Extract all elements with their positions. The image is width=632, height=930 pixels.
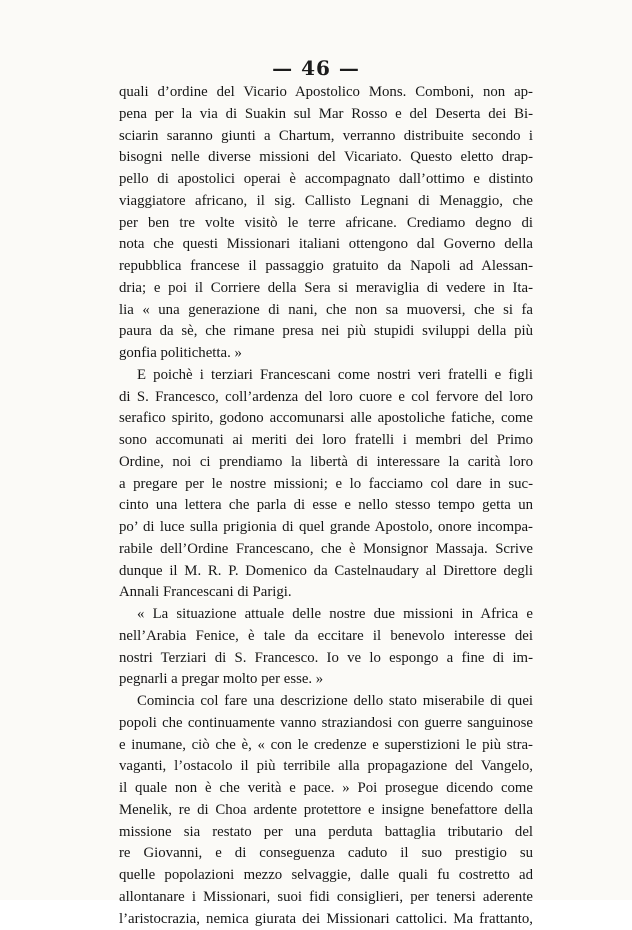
text-line: repubblica francese il passaggio gratuito da Napoli ad Alessan-: [119, 256, 533, 278]
page-number: — 46 —: [0, 56, 632, 80]
text-line: serafico spirito, godono accomunarsi alle apostoliche fatiche, come: [119, 408, 533, 430]
text-line: per ben tre volte visitò le terre africane. Crediamo degno di: [119, 213, 533, 235]
text-line: allontanare i Missionari, suoi fidi consiglieri, per tenersi aderente: [119, 887, 533, 909]
text-line: po’ di luce sulla prigionia di quel grande Apostolo, onore incompa-: [119, 517, 533, 539]
text-line: viaggiatore africano, il sig. Callisto Legnani di Menaggio, che: [119, 191, 533, 213]
body-text: [119, 82, 533, 930]
text-line: il quale non è che verità e pace. » Poi prosegue dicendo come: [119, 778, 533, 800]
text-line: Comincia col fare una descrizione dello stato miserabile di quei: [119, 691, 533, 713]
text-line: pena per la via di Suakin sul Mar Rosso e del Deserta dei Bi-: [119, 104, 533, 126]
text-line: di S. Francesco, coll’ardenza del loro cuore e col fervore del loro: [119, 387, 533, 409]
text-line: gonfia politichetta. »: [119, 343, 533, 365]
text-line: re Giovanni, e di conseguenza caduto il suo prestigio su: [119, 843, 533, 865]
text-line: quelle popolazioni mezzo selvaggie, dalle quali fu costretto ad: [119, 865, 533, 887]
text-line: missione sia restato per una perduta battaglia tributario del: [119, 822, 533, 844]
text-line: lia « una generazione di nani, che non sa muoversi, che si fa: [119, 300, 533, 322]
text-line: dunque il M. R. P. Domenico da Castelnaudary al Direttore degli: [119, 561, 533, 583]
text-line: sciarin saranno giunti a Chartum, verranno distribuite secondo i: [119, 126, 533, 148]
text-line: cinto una lettera che parla di esse e nello stesso tempo getta un: [119, 495, 533, 517]
text-line: l’aristocrazia, nemica giurata dei Missionari cattolici. Ma frattanto,: [119, 909, 533, 930]
text-line: Menelik, re di Choa ardente protettore e insigne benefattore della: [119, 800, 533, 822]
text-line: nota che questi Missionari italiani ottengono dal Governo della: [119, 234, 533, 256]
text-line: sono accomunati ai meriti dei loro fratelli i membri del Primo: [119, 430, 533, 452]
text-line: dria; e poi il Corriere della Sera si meraviglia di vedere in Ita-: [119, 278, 533, 300]
text-line: bisogni nelle diverse missioni del Vicariato. Questo eletto drap-: [119, 147, 533, 169]
text-line: nostri Terziari di S. Francesco. Io ve lo espongo a fine di im-: [119, 648, 533, 670]
text-line: e inumane, ciò che è, « con le credenze e superstizioni le più stra-: [119, 735, 533, 757]
text-line: « La situazione attuale delle nostre due missioni in Africa e: [119, 604, 533, 626]
text-line: Annali Francescani di Parigi.: [119, 582, 533, 604]
text-line: quali d’ordine del Vicario Apostolico Mons. Comboni, non ap-: [119, 82, 533, 104]
text-line: pello di apostolici operai è accompagnato dall’ottimo e distinto: [119, 169, 533, 191]
text-line: pegnarli a pregar molto per esse. »: [119, 669, 533, 691]
text-line: Ordine, noi ci prendiamo la libertà di interessare la carità loro: [119, 452, 533, 474]
text-line: vaganti, l’ostacolo il più terribile alla propagazione del Vangelo,: [119, 756, 533, 778]
text-line: popoli che continuamente vanno straziandosi con guerre sanguinose: [119, 713, 533, 735]
text-line: paura da sè, che rimane presa nei più stupidi sviluppi della più: [119, 321, 533, 343]
text-line: a pregare per le nostre missioni; e lo facciamo col dare in suc-: [119, 474, 533, 496]
text-line: rabile dell’Ordine Francescano, che è Monsignor Massaja. Scrive: [119, 539, 533, 561]
text-line: nell’Arabia Fenice, è tale da eccitare il benevolo interesse dei: [119, 626, 533, 648]
text-line: E poichè i terziari Francescani come nostri veri fratelli e figli: [119, 365, 533, 387]
